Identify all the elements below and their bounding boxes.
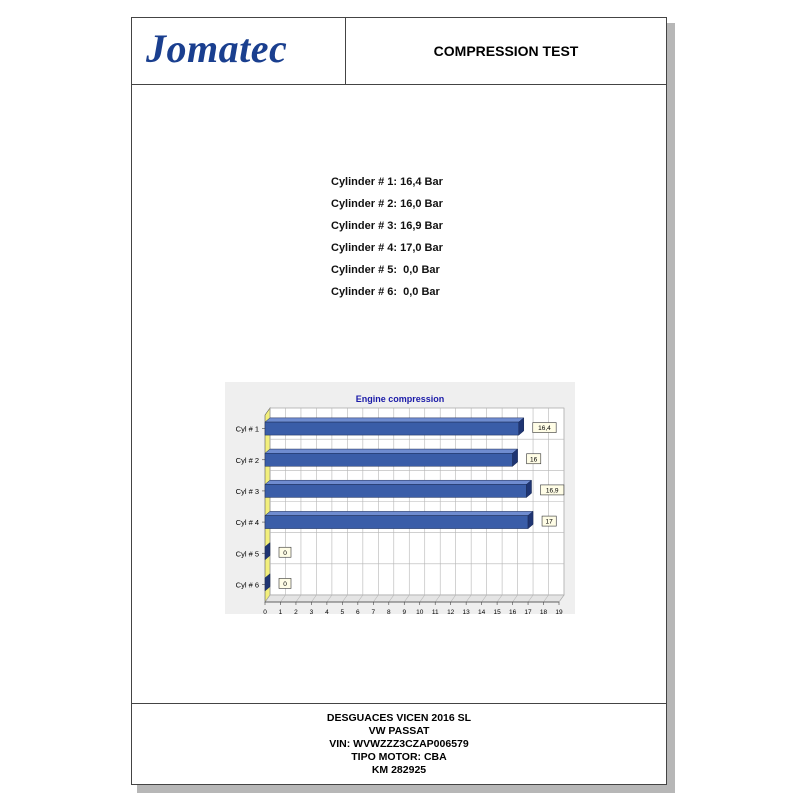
cylinder-reading-6: Cylinder # 6: 0,0 Bar (331, 286, 440, 298)
x-tick-label: 2 (294, 609, 298, 614)
workshop-name: DESGUACES VICEN 2016 SL (326, 712, 472, 724)
data-label: 0 (283, 580, 287, 588)
x-tick-label: 1 (278, 609, 283, 614)
x-tick-label: 5 (340, 609, 345, 614)
x-tick-label: 11 (431, 609, 439, 614)
cylinder-reading-5: Cylinder # 5: 0,0 Bar (331, 264, 440, 276)
data-label: 17 (545, 518, 553, 526)
vehicle-info (132, 712, 666, 777)
x-tick-label: 7 (371, 609, 376, 614)
y-tick-label: Cyl # 2 (235, 455, 259, 465)
bar (265, 453, 513, 466)
vehicle-model: VW PASSAT (368, 725, 430, 737)
bar-top (265, 418, 524, 422)
plot-left-wall (265, 408, 270, 602)
chart-title: Engine compression (355, 394, 445, 404)
company-logo: Jomatec (146, 26, 288, 71)
vehicle-vin: VIN: WVWZZZ3CZAP006579 (329, 738, 469, 750)
x-tick-label: 12 (447, 609, 455, 614)
y-tick-label: Cyl # 6 (235, 580, 259, 590)
y-tick-label: Cyl # 1 (235, 424, 259, 434)
logo-cell (132, 18, 346, 84)
x-tick-label: 10 (416, 609, 424, 614)
x-tick-label: 14 (478, 609, 486, 614)
x-tick-label: 0 (263, 609, 267, 614)
plot-floor (265, 595, 564, 602)
x-tick-label: 6 (356, 609, 360, 614)
engine-compression-chart (225, 382, 575, 614)
data-label: 0 (283, 549, 287, 557)
cylinder-reading-2: Cylinder # 2: 16,0 Bar (331, 198, 443, 210)
bar (265, 484, 527, 497)
data-label: 16,9 (545, 487, 559, 495)
x-tick-label: 3 (309, 609, 314, 614)
x-tick-label: 18 (539, 609, 548, 614)
x-tick-label: 16 (508, 609, 517, 614)
bar (265, 422, 519, 435)
vehicle-mileage: KM 282925 (371, 764, 427, 776)
x-tick-label: 8 (386, 609, 391, 614)
x-tick-label: 4 (325, 609, 329, 614)
cylinder-reading-1: Cylinder # 1: 16,4 Bar (331, 176, 443, 188)
data-label: 16 (530, 456, 538, 464)
x-tick-label: 15 (493, 609, 501, 614)
data-label: 16,4 (538, 425, 551, 433)
bar-top (265, 449, 518, 453)
report-title: COMPRESSION TEST (433, 43, 579, 59)
report-footer (132, 703, 666, 786)
x-tick-label: 17 (524, 609, 532, 614)
chart-svg (225, 382, 575, 614)
cylinder-reading-3: Cylinder # 3: 16,9 Bar (331, 220, 443, 232)
bar-top (265, 480, 532, 484)
bar (265, 516, 528, 529)
report-header (132, 18, 666, 85)
y-tick-label: Cyl # 5 (235, 549, 259, 559)
bar-top (265, 511, 533, 515)
cylinder-reading-4: Cylinder # 4: 17,0 Bar (331, 242, 443, 254)
engine-type: TIPO MOTOR: CBA (351, 751, 447, 763)
report-page (131, 17, 667, 785)
y-tick-label: Cyl # 4 (235, 518, 259, 528)
x-tick-label: 9 (402, 609, 407, 614)
cylinder-readings (331, 171, 443, 303)
x-tick-label: 13 (462, 609, 470, 614)
x-tick-label: 19 (555, 609, 563, 614)
y-tick-label: Cyl # 3 (235, 486, 259, 496)
